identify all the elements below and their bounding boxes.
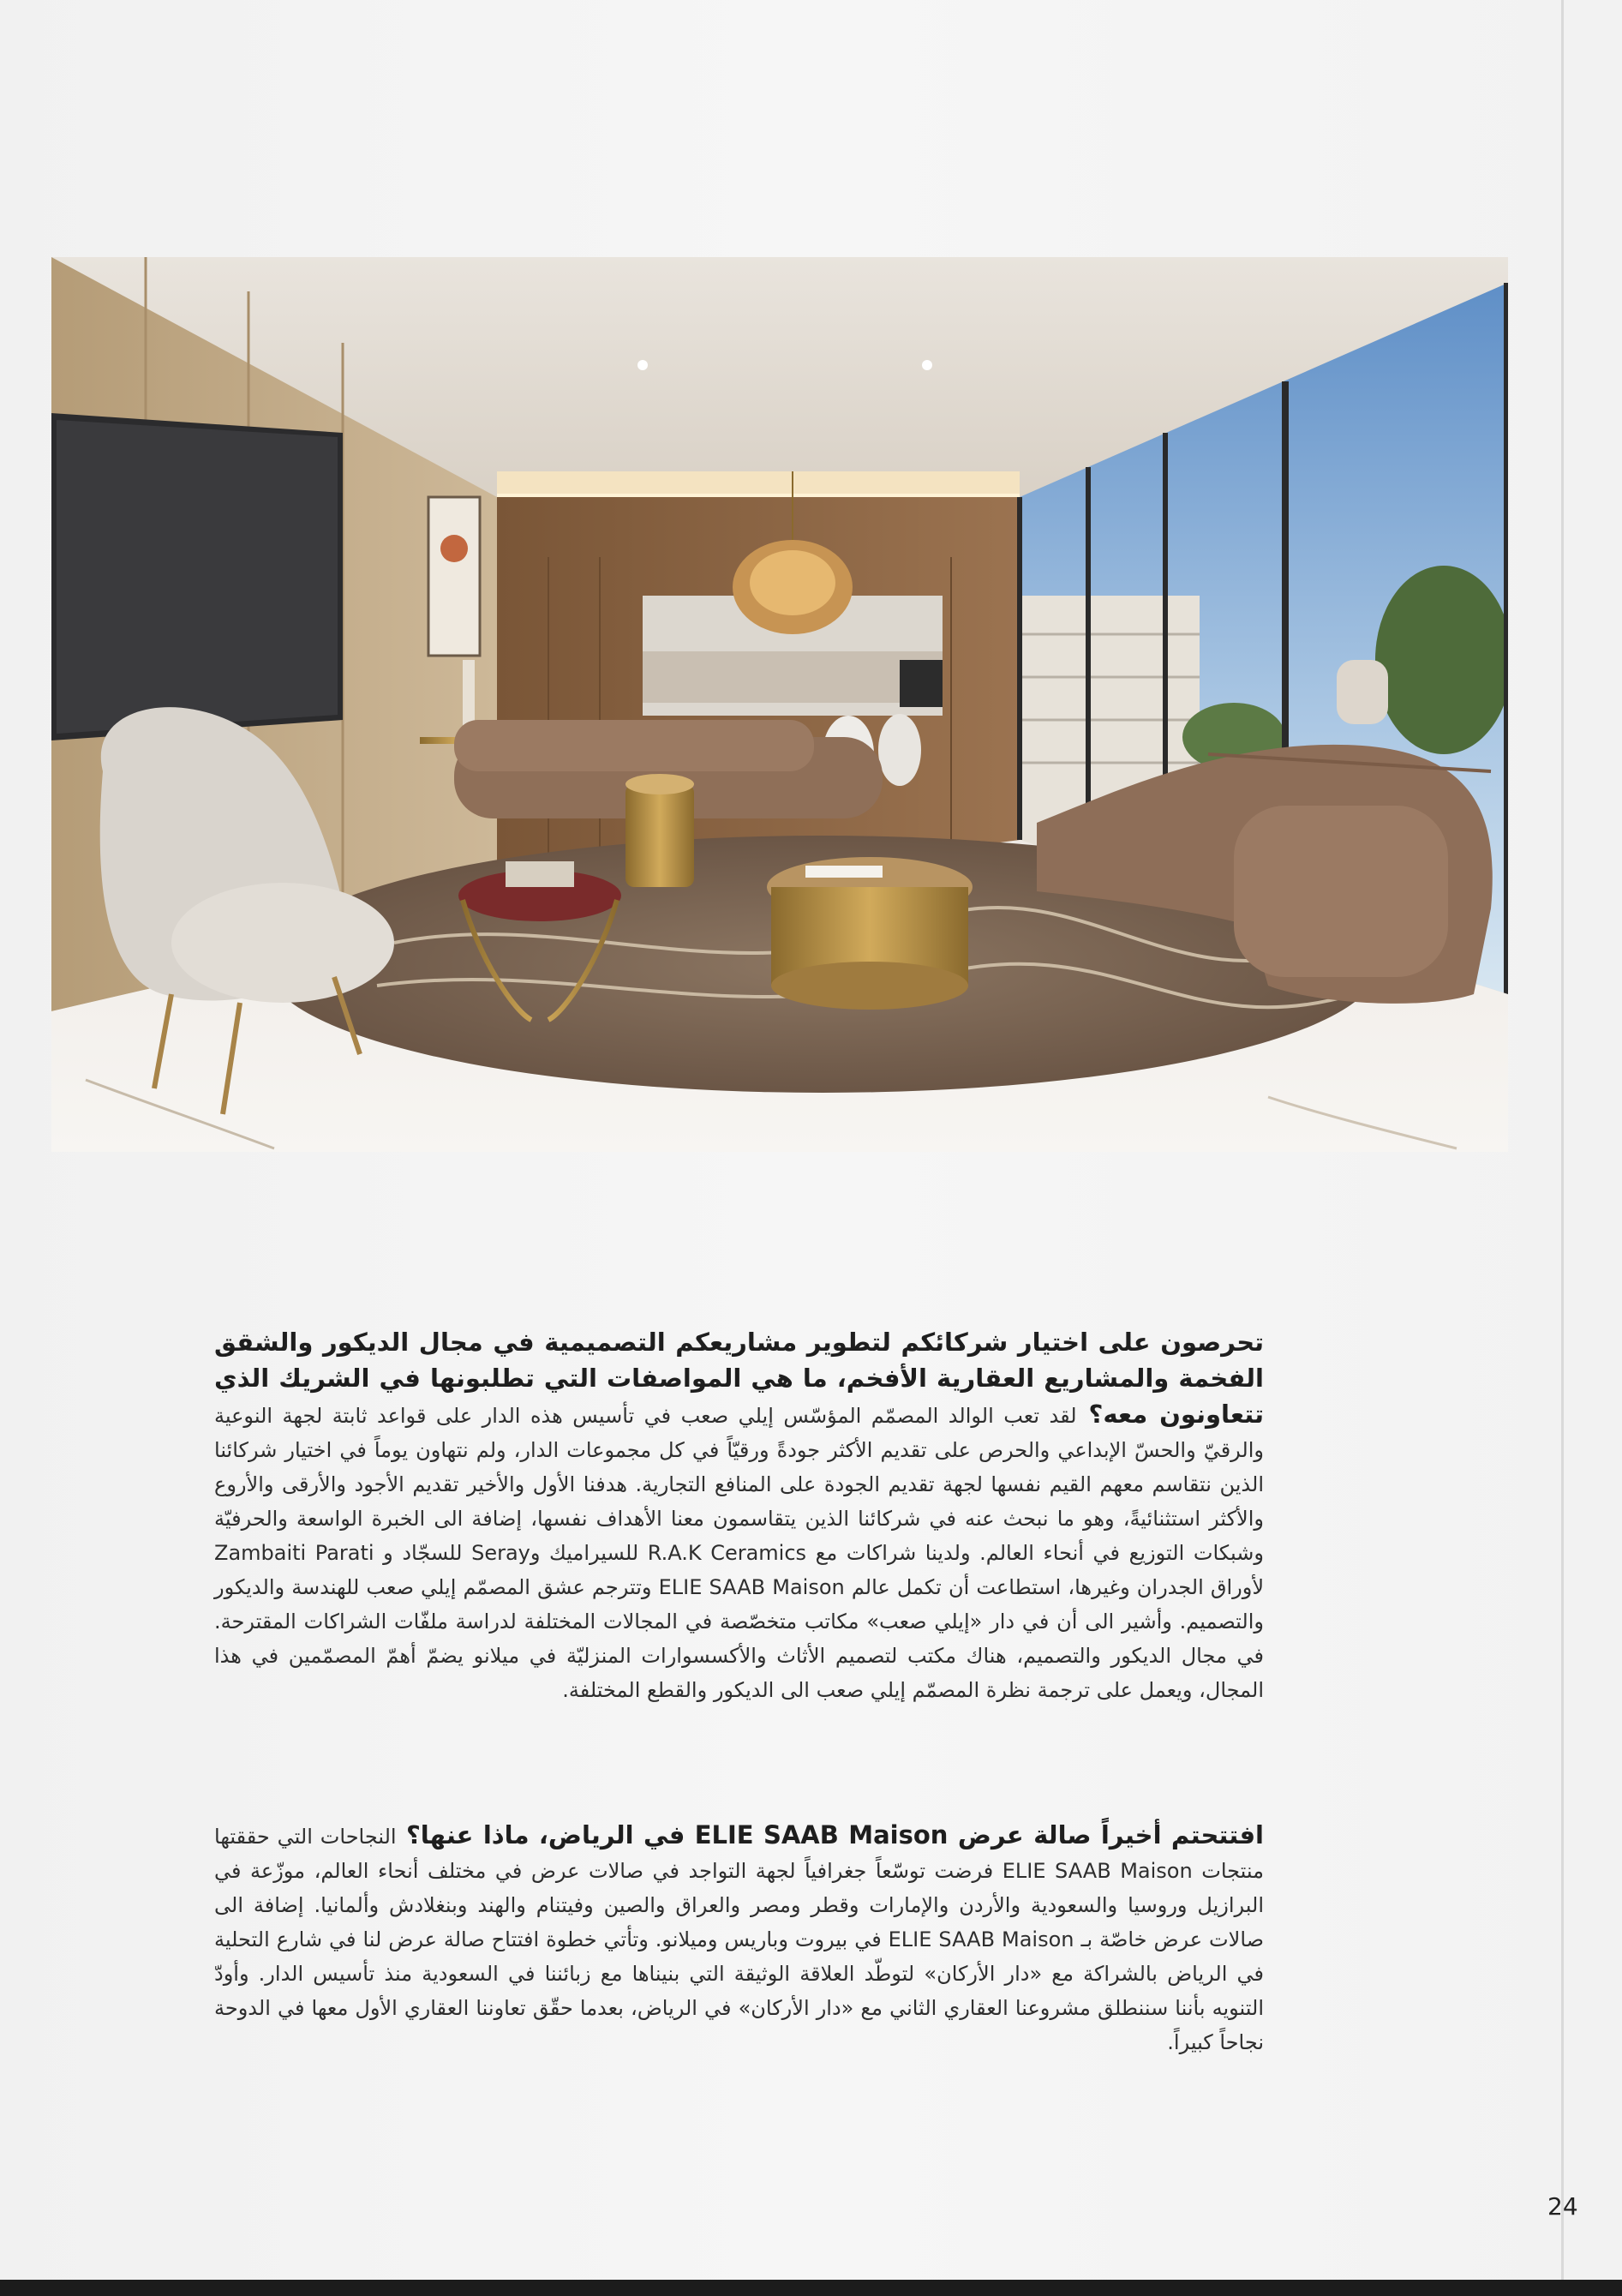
living-room-render-image	[51, 257, 1508, 1152]
page-number: 24	[1547, 2192, 1578, 2221]
interview-answer-1: لقد تعب الوالد المصمّم المؤسّس إيلي صعب في تأسيس هذه الدار على قواعد ثابتة لجهة النوعية والرقيّ والحسّ الإبداعي والحرص على تقديم الأكثر جودةً ورقيّاً في كل مجموعات الدار، ولم نتهاون يوماً في اختيار شركائنا الذين نتقاسم معهم القيم نفسها لجهة تقديم الجودة على المنافع التجارية. هدفنا الأول والأخير تقديم الأجود والأرقى والأروع والأكثر استثنائيةً، وهو ما نبحث عنه في شركائنا الذين يتقاسمون معنا الأهداف نفسها، إضافة الى الخبرة الواسعة والحرفيّة وشبكات التوزيع في أنحاء العالم. ولدينا شراكات مع R.A.K Ceramics للسيراميك وSeray للسجّاد و Zambaiti Parati لأوراق الجدران وغيرها، استطاعت أن تكمل عالم ELIE SAAB Maison وتترجم عشق المصمّم إيلي صعب للهندسة والديكور والتصميم. وأشير الى أن في دار «إيلي صعب» مكاتب متخصّصة في المجالات المختلفة لدراسة ملفّات الشراكات المقترحة. في مجال الديكور والتصميم، هناك مكتب لتصميم الأثاث والأكسسوارات المنزليّة في ميلانو يضمّ أهمّ المصمّمين في هذا المجال، ويعمل على ترجمة نظرة المصمّم إيلي صعب الى الديكور والقطع المختلفة.	[214, 1404, 1265, 1702]
page-spine-divider	[1561, 0, 1564, 2280]
interview-question-2: افتتحتم أخيراً صالة عرض ELIE SAAB Maison في الرياض، ماذا عنها؟	[396, 1820, 1264, 1849]
interview-answer-2: النجاحات التي حققتها منتجات ELIE SAAB Maison فرضت توسّعاً جغرافياً لجهة التواجد في صالات عرض في مختلف أنحاء العالم، موزّعة في البرازيل وروسيا والسعودية والأردن والإمارات وقطر ومصر والعراق والصين وفيتنام والهند وبنغلادش وألمانيا. إضافة الى صالات عرض خاصّة بـ ELIE SAAB Maison في بيروت وباريس وميلانو. وتأتي خطوة افتتاح صالة عرض لنا في شارع التحلية في الرياض بالشراكة مع «دار الأركان» لتوطّد العلاقة الوثيقة التي بنيناها مع زبائننا في السعودية منذ تأسيس الدار. وأودّ التنويه بأننا سننطلق مشروعنا العقاري الثاني مع «دار الأركان» في الرياض، بعدما حقّق تعاوننا العقاري الأول معها في الدوحة نجاحاً كبيراً.	[214, 1825, 1265, 2054]
article-paragraph-2	[214, 1817, 1264, 2059]
interview-question-1: تحرصون على اختيار شركائكم لتطوير مشاريعكم التصميمية في مجال الديكور والشقق الفخمة والمشاريع العقارية الأفخم، ما هي المواصفات التي تطلبونها في الشريك الذي تتعاونون معه؟	[214, 1328, 1265, 1429]
bottom-edge-bar	[0, 2280, 1622, 2296]
article-paragraph-1	[214, 1324, 1264, 1707]
